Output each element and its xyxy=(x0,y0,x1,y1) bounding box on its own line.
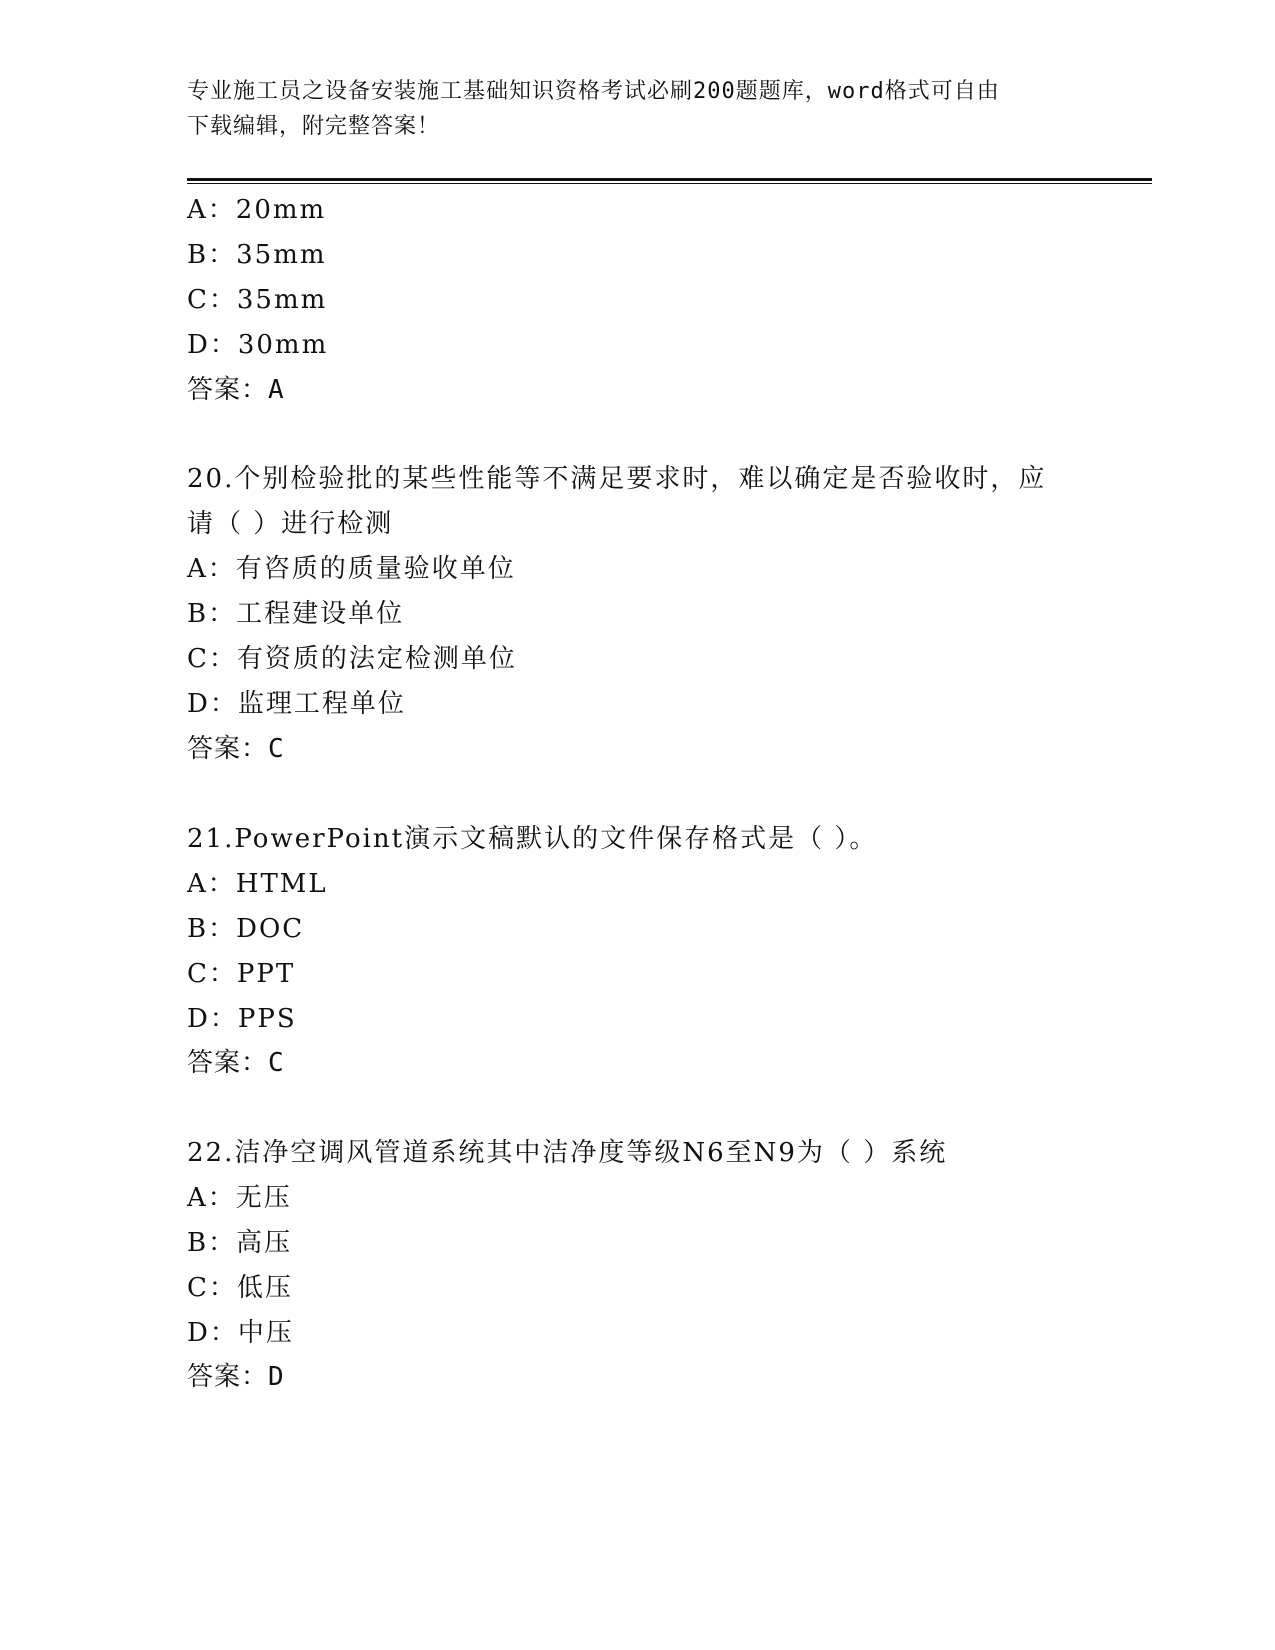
q22-option-c: C：低压 xyxy=(187,1273,293,1303)
document-header xyxy=(187,74,1087,144)
q21-answer: 答案：C xyxy=(187,1048,285,1078)
q20-answer: 答案：C xyxy=(187,734,285,764)
q19-option-c: C：35mm xyxy=(187,285,328,315)
q19-answer: 答案：A xyxy=(187,375,285,405)
q22-question-line-1: 22.洁净空调风管道系统其中洁净度等级N6至N9为（ ）系统 xyxy=(187,1138,948,1168)
q20-option-d: D：监理工程单位 xyxy=(187,689,406,719)
q20-option-c: C：有资质的法定检测单位 xyxy=(187,644,517,674)
q20-question-line-2: 请（ ）进行检测 xyxy=(187,509,394,539)
q20-option-b: B：工程建设单位 xyxy=(187,599,405,629)
header-line-1: 专业施工员之设备安装施工基础知识资格考试必刷200题题库，word格式可自由 xyxy=(187,79,1000,104)
q21-question-line-1: 21.PowerPoint演示文稿默认的文件保存格式是（ ）。 xyxy=(187,824,878,854)
header-line-2: 下载编辑，附完整答案！ xyxy=(187,114,441,139)
q21-option-d: D：PPS xyxy=(187,1004,297,1034)
header-divider-thick xyxy=(187,178,1152,181)
q20-question-line-1: 20.个别检验批的某些性能等不满足要求时，难以确定是否验收时，应 xyxy=(187,464,1047,494)
q22-answer: 答案：D xyxy=(187,1362,285,1392)
q19-option-d: D：30mm xyxy=(187,330,329,360)
q21-option-a: A：HTML xyxy=(187,869,328,899)
header-divider-thin xyxy=(187,183,1152,184)
q22-option-d: D：中压 xyxy=(187,1318,294,1348)
q21-option-c: C：PPT xyxy=(187,959,296,989)
q20-option-a: A：有咨质的质量验收单位 xyxy=(187,554,516,584)
q19-option-b: B：35mm xyxy=(187,240,327,270)
q19-option-a: A：20mm xyxy=(187,195,327,225)
q22-option-a: A：无压 xyxy=(187,1183,292,1213)
q21-option-b: B：DOC xyxy=(187,914,305,944)
q22-option-b: B：高压 xyxy=(187,1228,293,1258)
